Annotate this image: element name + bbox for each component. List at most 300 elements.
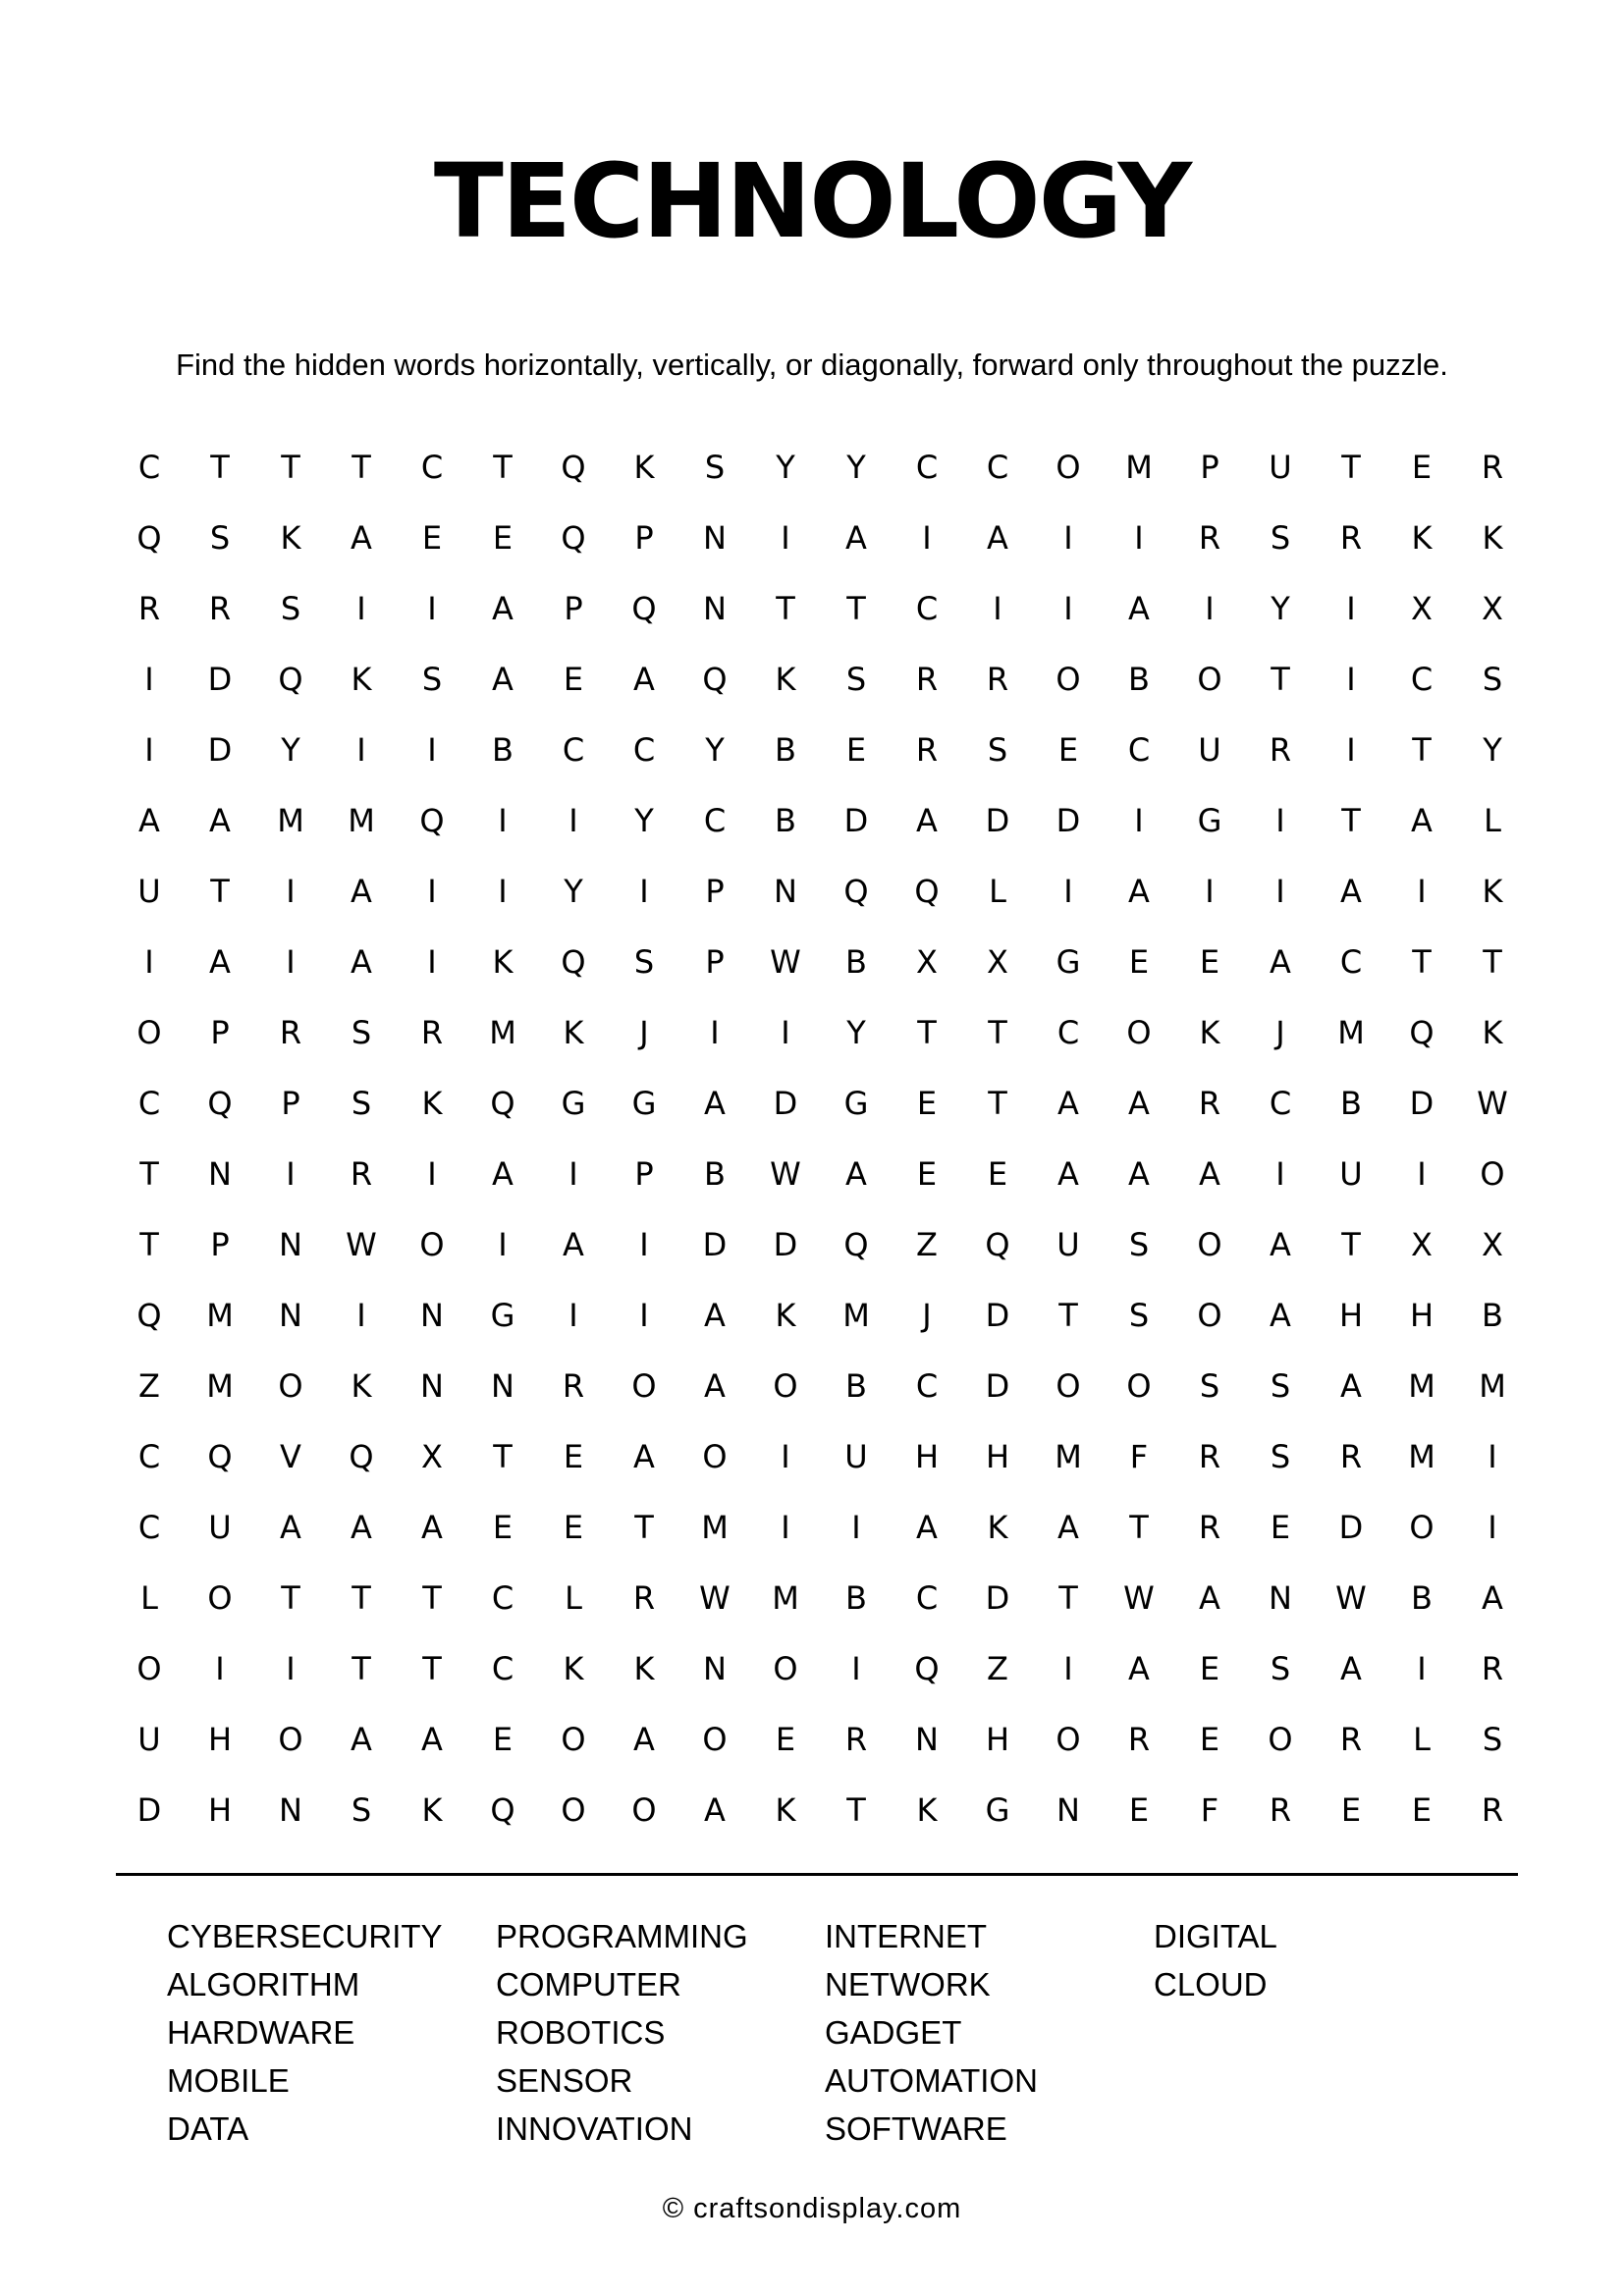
grid-cell[interactable]: I [568, 1297, 578, 1334]
grid-cell[interactable]: T [1412, 731, 1432, 769]
grid-cell[interactable]: K [421, 1085, 443, 1122]
grid-cell[interactable]: N [774, 873, 797, 910]
grid-cell[interactable]: H [1409, 1297, 1435, 1334]
grid-cell[interactable]: O [419, 1226, 445, 1263]
grid-cell[interactable]: T [634, 1509, 654, 1546]
grid-cell[interactable]: W [770, 943, 801, 981]
grid-cell[interactable]: O [1409, 1509, 1435, 1546]
grid-cell[interactable]: R [1269, 1791, 1292, 1829]
grid-cell[interactable]: A [1128, 1650, 1150, 1687]
grid-cell[interactable]: K [1482, 1014, 1503, 1051]
grid-cell[interactable]: I [1275, 873, 1285, 910]
grid-cell[interactable]: A [563, 1226, 584, 1263]
grid-cell[interactable]: R [350, 1155, 373, 1193]
grid-cell[interactable]: M [1408, 1438, 1435, 1475]
grid-cell[interactable]: C [1127, 731, 1151, 769]
grid-cell[interactable]: I [1134, 519, 1144, 557]
grid-cell[interactable]: N [915, 1721, 939, 1758]
grid-cell[interactable]: Y [846, 449, 866, 486]
grid-cell[interactable]: I [215, 1650, 225, 1687]
grid-cell[interactable]: D [985, 1579, 1010, 1617]
grid-cell[interactable]: C [491, 1579, 514, 1617]
grid-cell[interactable]: L [1413, 1721, 1431, 1758]
grid-cell[interactable]: T [1341, 802, 1361, 839]
grid-cell[interactable]: T [281, 1579, 300, 1617]
grid-cell[interactable]: Q [561, 943, 586, 981]
grid-cell[interactable]: R [915, 661, 939, 698]
grid-cell[interactable]: A [421, 1509, 443, 1546]
grid-cell[interactable]: I [1346, 731, 1356, 769]
grid-cell[interactable]: E [1128, 943, 1150, 981]
grid-cell[interactable]: I [1205, 873, 1215, 910]
grid-cell[interactable]: X [1411, 590, 1433, 627]
grid-cell[interactable]: W [770, 1155, 801, 1193]
grid-cell[interactable]: X [1482, 590, 1503, 627]
grid-cell[interactable]: M [489, 1014, 516, 1051]
grid-cell[interactable]: S [1482, 1721, 1503, 1758]
grid-cell[interactable]: K [916, 1791, 938, 1829]
grid-cell[interactable]: T [493, 1438, 513, 1475]
grid-cell[interactable]: P [705, 943, 725, 981]
grid-cell[interactable]: A [492, 1155, 514, 1193]
grid-cell[interactable]: X [1482, 1226, 1503, 1263]
grid-cell[interactable]: M [842, 1297, 870, 1334]
grid-cell[interactable]: Z [916, 1226, 938, 1263]
grid-cell[interactable]: M [1408, 1367, 1435, 1405]
grid-cell[interactable]: F [1200, 1791, 1219, 1829]
grid-cell[interactable]: G [490, 1297, 515, 1334]
grid-cell[interactable]: K [421, 1791, 443, 1829]
grid-cell[interactable]: A [704, 1085, 726, 1122]
grid-cell[interactable]: S [421, 661, 443, 698]
grid-cell[interactable]: I [1346, 590, 1356, 627]
grid-cell[interactable]: Q [490, 1085, 515, 1122]
grid-cell[interactable]: M [277, 802, 304, 839]
grid-cell[interactable]: T [422, 1579, 442, 1617]
grid-cell[interactable]: C [986, 449, 1009, 486]
grid-cell[interactable]: B [845, 943, 867, 981]
grid-cell[interactable]: E [1199, 1650, 1220, 1687]
grid-cell[interactable]: O [1056, 1367, 1081, 1405]
grid-cell[interactable]: R [208, 590, 232, 627]
grid-cell[interactable]: I [427, 731, 437, 769]
grid-cell[interactable]: I [639, 1226, 649, 1263]
grid-cell[interactable]: O [1126, 1367, 1152, 1405]
grid-cell[interactable]: R [562, 1367, 585, 1405]
grid-cell[interactable]: T [352, 1579, 371, 1617]
grid-cell[interactable]: Q [914, 873, 940, 910]
grid-cell[interactable]: A [704, 1297, 726, 1334]
grid-cell[interactable]: G [985, 1791, 1010, 1829]
grid-cell[interactable]: H [207, 1791, 233, 1829]
grid-cell[interactable]: A [633, 1721, 655, 1758]
grid-cell[interactable]: B [1411, 1579, 1433, 1617]
grid-cell[interactable]: S [1270, 519, 1291, 557]
grid-cell[interactable]: T [988, 1085, 1007, 1122]
grid-cell[interactable]: A [845, 519, 867, 557]
grid-cell[interactable]: E [1411, 449, 1433, 486]
grid-cell[interactable]: L [140, 1579, 158, 1617]
grid-cell[interactable]: N [1056, 1791, 1080, 1829]
grid-cell[interactable]: M [1125, 449, 1153, 486]
grid-cell[interactable]: C [915, 1367, 939, 1405]
grid-cell[interactable]: A [1057, 1509, 1079, 1546]
grid-cell[interactable]: I [781, 1438, 790, 1475]
grid-cell[interactable]: O [1056, 661, 1081, 698]
grid-cell[interactable]: C [137, 1085, 161, 1122]
grid-cell[interactable]: S [280, 590, 301, 627]
grid-cell[interactable]: B [845, 1579, 867, 1617]
grid-cell[interactable]: S [1128, 1226, 1150, 1263]
grid-cell[interactable]: A [351, 943, 372, 981]
grid-cell[interactable]: B [775, 731, 796, 769]
grid-cell[interactable]: I [1063, 1650, 1073, 1687]
grid-cell[interactable]: I [1063, 873, 1073, 910]
grid-cell[interactable]: N [703, 590, 727, 627]
grid-cell[interactable]: S [351, 1791, 372, 1829]
grid-cell[interactable]: S [1128, 1297, 1150, 1334]
grid-cell[interactable]: I [1205, 590, 1215, 627]
grid-cell[interactable]: A [138, 802, 160, 839]
grid-cell[interactable]: K [351, 1367, 372, 1405]
grid-cell[interactable]: A [633, 661, 655, 698]
grid-cell[interactable]: A [633, 1438, 655, 1475]
grid-cell[interactable]: D [773, 1226, 798, 1263]
grid-cell[interactable]: I [356, 731, 366, 769]
grid-cell[interactable]: A [704, 1791, 726, 1829]
grid-cell[interactable]: C [915, 449, 939, 486]
grid-cell[interactable]: U [1269, 449, 1292, 486]
grid-cell[interactable]: A [704, 1367, 726, 1405]
grid-cell[interactable]: B [1128, 661, 1150, 698]
grid-cell[interactable]: W [346, 1226, 377, 1263]
grid-cell[interactable]: O [631, 1791, 657, 1829]
grid-cell[interactable]: J [639, 1014, 649, 1051]
grid-cell[interactable]: A [351, 1721, 372, 1758]
grid-cell[interactable]: A [1199, 1579, 1220, 1617]
grid-cell[interactable]: I [356, 590, 366, 627]
grid-cell[interactable]: R [1198, 1085, 1221, 1122]
grid-cell[interactable]: M [1337, 1014, 1365, 1051]
grid-cell[interactable]: G [843, 1085, 869, 1122]
grid-cell[interactable]: S [845, 661, 867, 698]
grid-cell[interactable]: O [702, 1438, 728, 1475]
grid-cell[interactable]: G [1197, 802, 1222, 839]
grid-cell[interactable]: Y [776, 449, 795, 486]
grid-cell[interactable]: J [1275, 1014, 1285, 1051]
grid-cell[interactable]: Q [207, 1085, 233, 1122]
grid-cell[interactable]: J [922, 1297, 932, 1334]
grid-cell[interactable]: D [136, 1791, 162, 1829]
grid-cell[interactable]: O [773, 1650, 798, 1687]
grid-cell[interactable]: D [843, 802, 869, 839]
grid-cell[interactable]: O [1197, 661, 1222, 698]
grid-cell[interactable]: S [209, 519, 231, 557]
grid-cell[interactable]: R [1481, 449, 1504, 486]
grid-cell[interactable]: D [773, 1085, 798, 1122]
grid-cell[interactable]: B [704, 1155, 726, 1193]
grid-cell[interactable]: A [1340, 1650, 1362, 1687]
grid-cell[interactable]: Q [914, 1650, 940, 1687]
grid-cell[interactable]: P [564, 590, 583, 627]
grid-cell[interactable]: K [492, 943, 514, 981]
grid-cell[interactable]: C [137, 1509, 161, 1546]
grid-cell[interactable]: C [491, 1650, 514, 1687]
grid-cell[interactable]: O [773, 1367, 798, 1405]
grid-cell[interactable]: E [1270, 1509, 1291, 1546]
grid-cell[interactable]: O [1480, 1155, 1505, 1193]
grid-cell[interactable]: S [1270, 1367, 1291, 1405]
grid-cell[interactable]: T [846, 590, 866, 627]
grid-cell[interactable]: C [137, 1438, 161, 1475]
grid-cell[interactable]: C [632, 731, 656, 769]
grid-cell[interactable]: O [561, 1791, 586, 1829]
grid-cell[interactable]: E [1340, 1791, 1362, 1829]
grid-cell[interactable]: A [492, 661, 514, 698]
grid-cell[interactable]: N [703, 519, 727, 557]
grid-cell[interactable]: I [1417, 873, 1427, 910]
grid-cell[interactable]: Q [1409, 1014, 1435, 1051]
grid-cell[interactable]: Q [561, 519, 586, 557]
grid-cell[interactable]: I [286, 943, 296, 981]
grid-cell[interactable]: Q [207, 1438, 233, 1475]
grid-cell[interactable]: I [144, 943, 154, 981]
grid-cell[interactable]: D [207, 731, 233, 769]
grid-cell[interactable]: E [916, 1085, 938, 1122]
grid-cell[interactable]: A [1270, 1297, 1291, 1334]
grid-cell[interactable]: T [1129, 1509, 1149, 1546]
grid-cell[interactable]: G [561, 1085, 586, 1122]
grid-cell[interactable]: T [352, 1650, 371, 1687]
grid-cell[interactable]: O [631, 1367, 657, 1405]
grid-cell[interactable]: E [492, 1509, 514, 1546]
grid-cell[interactable]: U [844, 1438, 868, 1475]
grid-cell[interactable]: T [352, 449, 371, 486]
grid-cell[interactable]: A [1482, 1579, 1503, 1617]
grid-cell[interactable]: A [1128, 1085, 1150, 1122]
grid-cell[interactable]: E [987, 1155, 1008, 1193]
grid-cell[interactable]: I [427, 590, 437, 627]
grid-cell[interactable]: I [851, 1650, 861, 1687]
grid-cell[interactable]: I [427, 943, 437, 981]
grid-cell[interactable]: I [1346, 661, 1356, 698]
grid-cell[interactable]: I [568, 1155, 578, 1193]
grid-cell[interactable]: M [206, 1297, 234, 1334]
grid-cell[interactable]: D [1338, 1509, 1364, 1546]
grid-cell[interactable]: A [1340, 1367, 1362, 1405]
grid-cell[interactable]: Q [136, 1297, 162, 1334]
grid-cell[interactable]: E [492, 1721, 514, 1758]
grid-cell[interactable]: P [210, 1226, 230, 1263]
grid-cell[interactable]: P [634, 1155, 654, 1193]
grid-cell[interactable]: N [208, 1155, 232, 1193]
grid-cell[interactable]: I [286, 1155, 296, 1193]
grid-cell[interactable]: O [1126, 1014, 1152, 1051]
grid-cell[interactable]: A [421, 1721, 443, 1758]
grid-cell[interactable]: I [286, 873, 296, 910]
grid-cell[interactable]: R [632, 1579, 656, 1617]
grid-cell[interactable]: Y [1271, 590, 1290, 627]
grid-cell[interactable]: Q [490, 1791, 515, 1829]
grid-cell[interactable]: C [1339, 943, 1363, 981]
grid-cell[interactable]: R [279, 1014, 302, 1051]
grid-cell[interactable]: K [775, 1297, 796, 1334]
grid-cell[interactable]: I [710, 1014, 720, 1051]
grid-cell[interactable]: M [206, 1367, 234, 1405]
grid-cell[interactable]: C [137, 449, 161, 486]
grid-cell[interactable]: A [1128, 590, 1150, 627]
grid-cell[interactable]: F [1129, 1438, 1149, 1475]
grid-cell[interactable]: Z [138, 1367, 160, 1405]
grid-cell[interactable]: T [281, 449, 300, 486]
grid-cell[interactable]: P [1200, 449, 1219, 486]
grid-cell[interactable]: E [563, 1438, 584, 1475]
grid-cell[interactable]: G [1056, 943, 1081, 981]
grid-cell[interactable]: S [1199, 1367, 1220, 1405]
grid-cell[interactable]: V [280, 1438, 301, 1475]
grid-cell[interactable]: W [1123, 1579, 1155, 1617]
grid-cell[interactable]: H [985, 1721, 1010, 1758]
grid-cell[interactable]: E [421, 519, 443, 557]
grid-cell[interactable]: Q [419, 802, 445, 839]
grid-cell[interactable]: T [493, 449, 513, 486]
grid-cell[interactable]: I [427, 1155, 437, 1193]
grid-cell[interactable]: E [563, 661, 584, 698]
grid-cell[interactable]: W [1335, 1579, 1367, 1617]
grid-cell[interactable]: L [565, 1579, 582, 1617]
grid-cell[interactable]: E [775, 1721, 796, 1758]
grid-cell[interactable]: U [1339, 1155, 1363, 1193]
grid-cell[interactable]: D [985, 1367, 1010, 1405]
grid-cell[interactable]: Y [564, 873, 583, 910]
grid-cell[interactable]: K [775, 1791, 796, 1829]
grid-cell[interactable]: T [1058, 1297, 1078, 1334]
grid-cell[interactable]: T [210, 873, 230, 910]
grid-cell[interactable]: Q [843, 1226, 869, 1263]
grid-cell[interactable]: D [1056, 802, 1081, 839]
grid-cell[interactable]: U [137, 1721, 161, 1758]
grid-cell[interactable]: I [568, 802, 578, 839]
grid-cell[interactable]: Y [846, 1014, 866, 1051]
grid-cell[interactable]: E [1199, 943, 1220, 981]
grid-cell[interactable]: E [845, 731, 867, 769]
grid-cell[interactable]: O [207, 1579, 233, 1617]
grid-cell[interactable]: K [1199, 1014, 1220, 1051]
grid-cell[interactable]: N [279, 1297, 302, 1334]
grid-cell[interactable]: A [209, 943, 231, 981]
grid-cell[interactable]: M [701, 1509, 729, 1546]
grid-cell[interactable]: O [136, 1650, 162, 1687]
grid-cell[interactable]: I [498, 802, 508, 839]
grid-cell[interactable]: X [987, 943, 1008, 981]
grid-cell[interactable]: S [351, 1085, 372, 1122]
grid-cell[interactable]: A [1199, 1155, 1220, 1193]
grid-cell[interactable]: Q [843, 873, 869, 910]
grid-cell[interactable]: B [775, 802, 796, 839]
grid-cell[interactable]: O [1197, 1226, 1222, 1263]
grid-cell[interactable]: I [1134, 802, 1144, 839]
grid-cell[interactable]: A [351, 519, 372, 557]
grid-cell[interactable]: P [210, 1014, 230, 1051]
grid-cell[interactable]: G [631, 1085, 657, 1122]
grid-cell[interactable]: O [561, 1721, 586, 1758]
grid-cell[interactable]: T [210, 449, 230, 486]
grid-cell[interactable]: O [278, 1367, 303, 1405]
grid-cell[interactable]: H [914, 1438, 940, 1475]
grid-cell[interactable]: N [420, 1367, 444, 1405]
grid-cell[interactable]: E [563, 1509, 584, 1546]
grid-cell[interactable]: N [703, 1650, 727, 1687]
grid-cell[interactable]: N [420, 1297, 444, 1334]
grid-cell[interactable]: T [1058, 1579, 1078, 1617]
grid-cell[interactable]: U [208, 1509, 232, 1546]
grid-cell[interactable]: B [1482, 1297, 1503, 1334]
grid-cell[interactable]: T [776, 590, 795, 627]
grid-cell[interactable]: T [988, 1014, 1007, 1051]
grid-cell[interactable]: T [139, 1226, 159, 1263]
grid-cell[interactable]: N [1269, 1579, 1292, 1617]
grid-cell[interactable]: N [279, 1791, 302, 1829]
grid-cell[interactable]: I [639, 1297, 649, 1334]
grid-cell[interactable]: I [498, 1226, 508, 1263]
grid-cell[interactable]: S [704, 449, 726, 486]
grid-cell[interactable]: A [916, 1509, 938, 1546]
grid-cell[interactable]: I [1417, 1650, 1427, 1687]
grid-cell[interactable]: A [916, 802, 938, 839]
grid-cell[interactable]: R [137, 590, 161, 627]
grid-cell[interactable]: C [1269, 1085, 1292, 1122]
grid-cell[interactable]: Q [985, 1226, 1010, 1263]
grid-cell[interactable]: E [916, 1155, 938, 1193]
grid-cell[interactable]: S [987, 731, 1008, 769]
grid-cell[interactable]: H [985, 1438, 1010, 1475]
grid-cell[interactable]: E [492, 519, 514, 557]
grid-cell[interactable]: I [144, 661, 154, 698]
grid-cell[interactable]: C [915, 590, 939, 627]
grid-cell[interactable]: H [1338, 1297, 1364, 1334]
grid-cell[interactable]: A [1411, 802, 1433, 839]
grid-cell[interactable]: P [634, 519, 654, 557]
grid-cell[interactable]: I [1417, 1155, 1427, 1193]
grid-cell[interactable]: S [633, 943, 655, 981]
grid-cell[interactable]: R [1339, 519, 1363, 557]
grid-cell[interactable]: I [144, 731, 154, 769]
grid-cell[interactable]: R [1481, 1791, 1504, 1829]
grid-cell[interactable]: R [844, 1721, 868, 1758]
grid-cell[interactable]: K [987, 1509, 1008, 1546]
grid-cell[interactable]: I [781, 1509, 790, 1546]
grid-cell[interactable]: I [427, 873, 437, 910]
grid-cell[interactable]: T [1341, 449, 1361, 486]
grid-cell[interactable]: A [1057, 1155, 1079, 1193]
grid-cell[interactable]: I [1488, 1509, 1497, 1546]
grid-cell[interactable]: I [498, 873, 508, 910]
grid-cell[interactable]: A [209, 802, 231, 839]
grid-cell[interactable]: K [1411, 519, 1433, 557]
grid-cell[interactable]: K [280, 519, 301, 557]
grid-cell[interactable]: U [137, 873, 161, 910]
grid-cell[interactable]: Z [987, 1650, 1008, 1687]
grid-cell[interactable]: R [420, 1014, 444, 1051]
grid-cell[interactable]: I [993, 590, 1002, 627]
grid-cell[interactable]: I [922, 519, 932, 557]
grid-cell[interactable]: U [1198, 731, 1221, 769]
grid-cell[interactable]: A [1057, 1085, 1079, 1122]
grid-cell[interactable]: I [781, 519, 790, 557]
grid-cell[interactable]: Y [705, 731, 725, 769]
grid-cell[interactable]: C [915, 1579, 939, 1617]
grid-cell[interactable]: A [1270, 1226, 1291, 1263]
